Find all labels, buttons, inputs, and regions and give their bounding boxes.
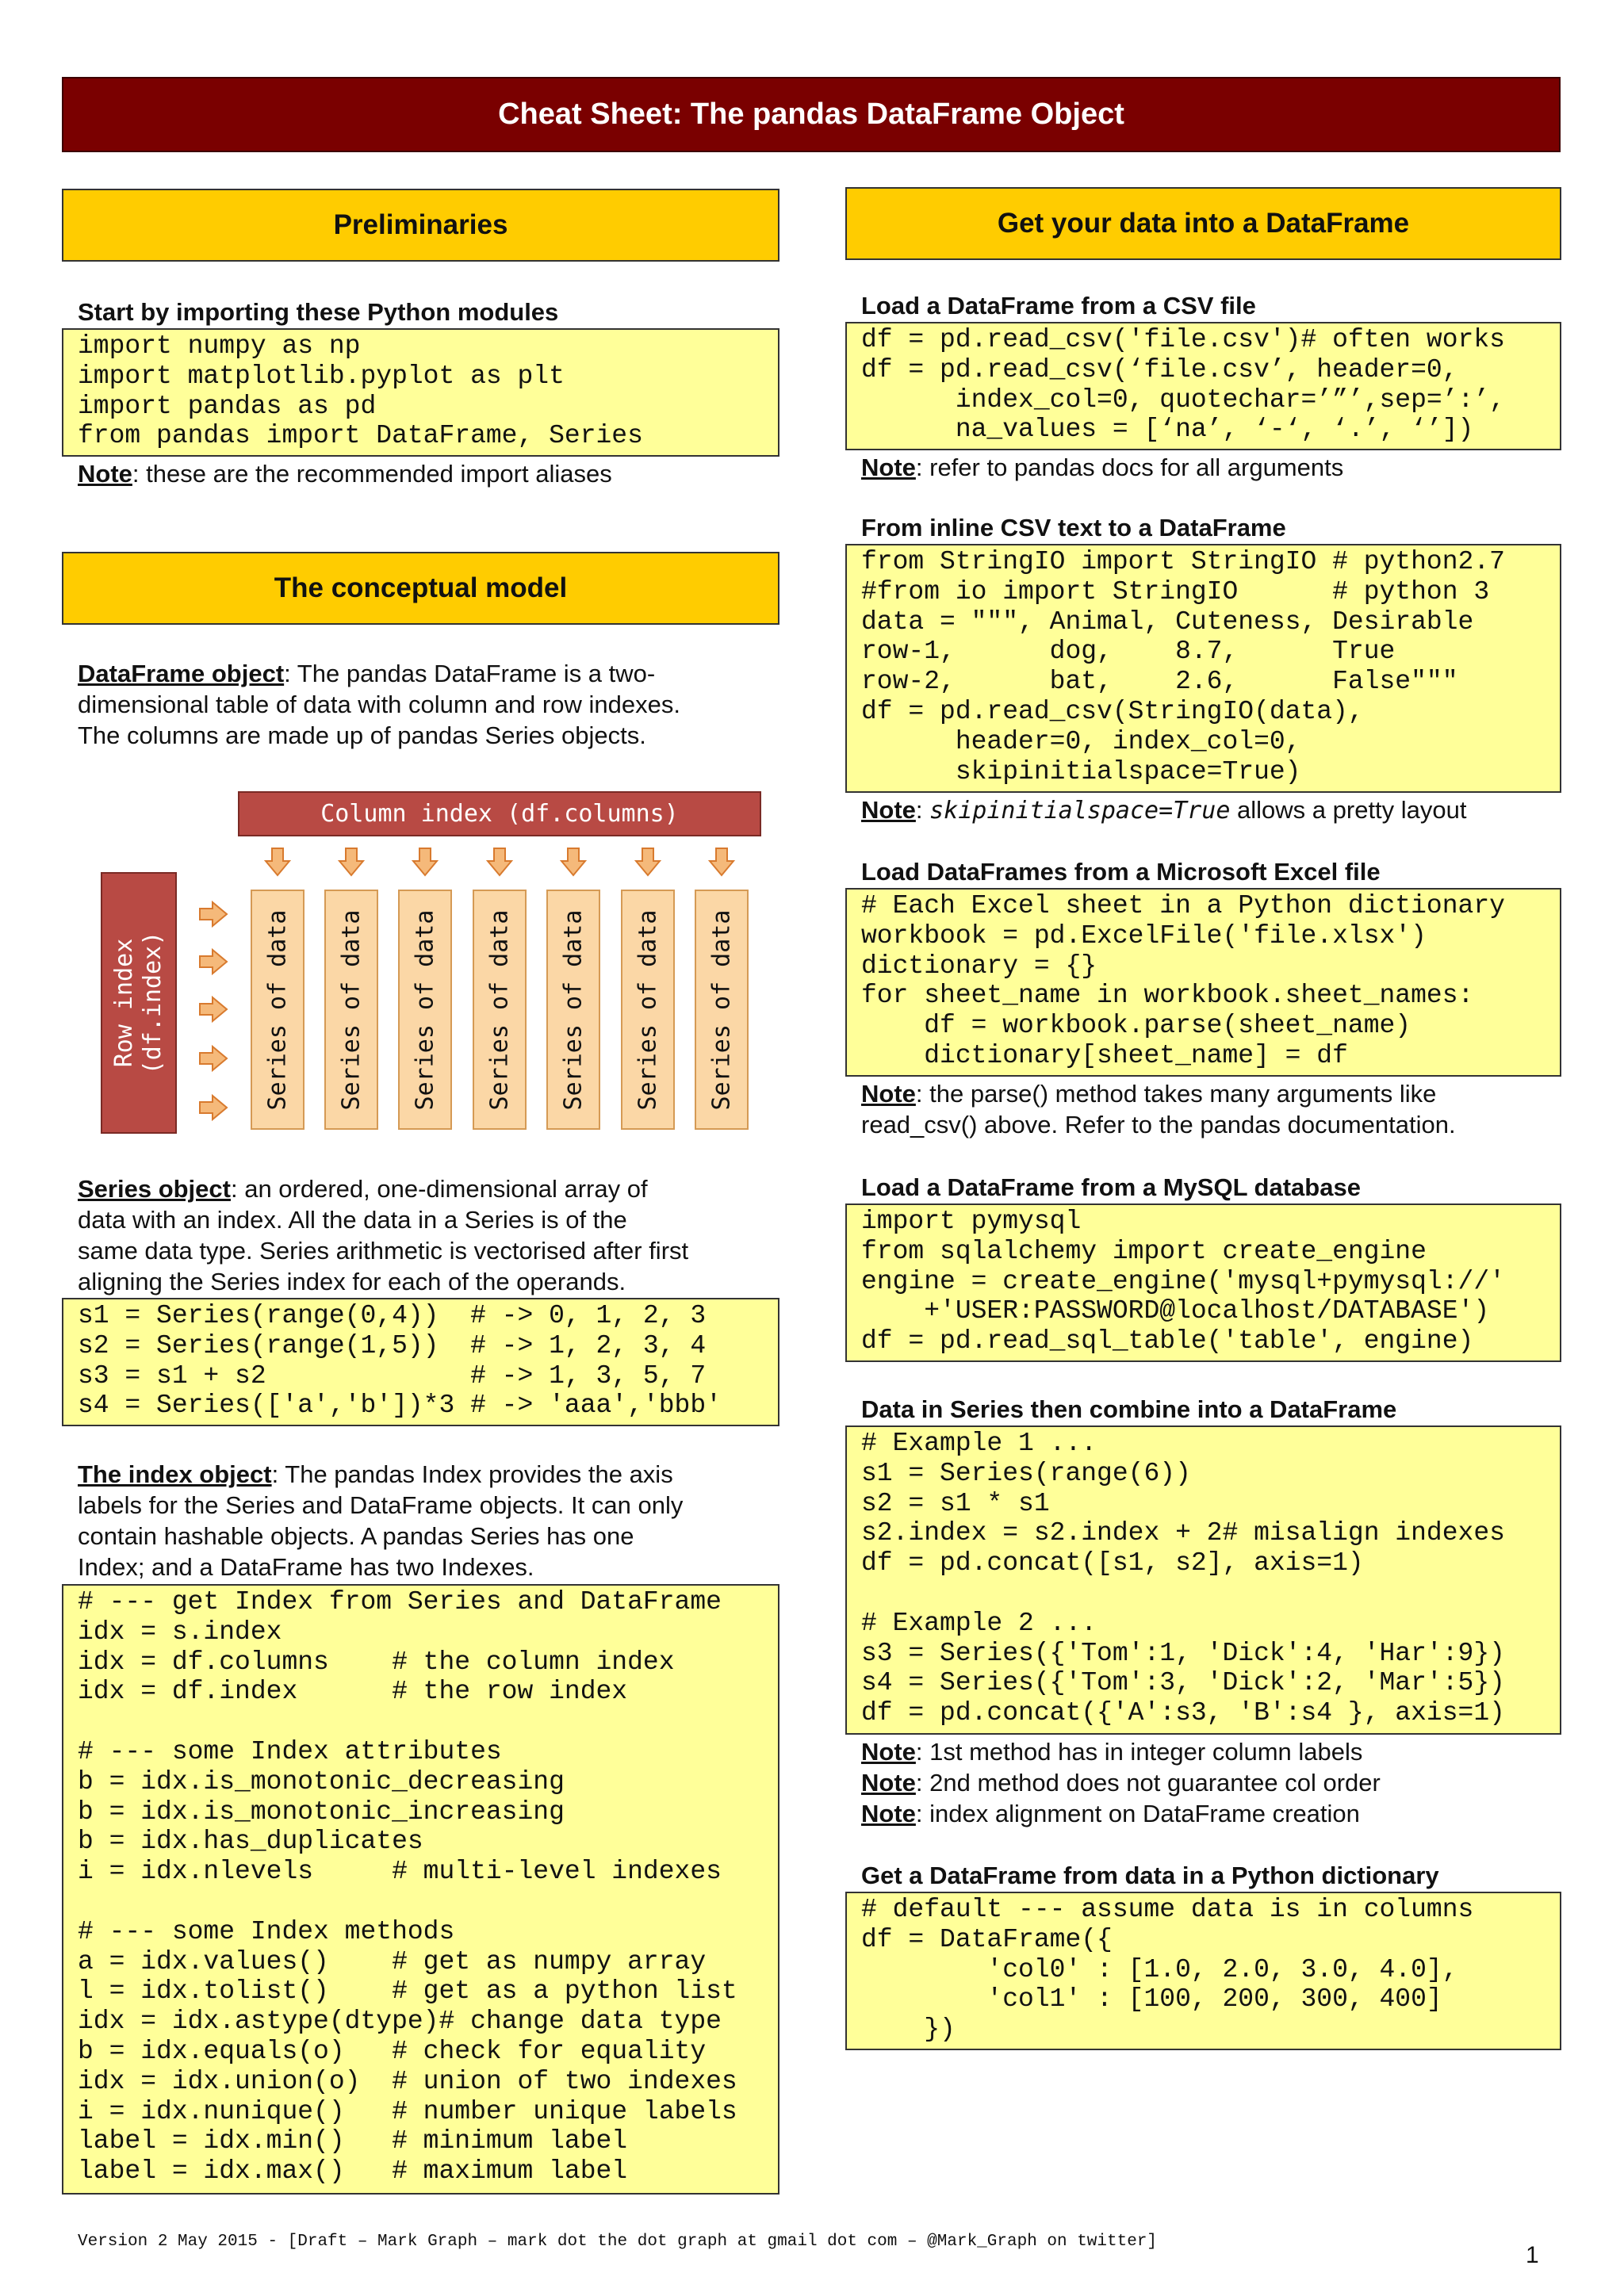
prose-line: data with an index. All the data in a Series is of the [78, 1206, 627, 1234]
note-label: Note [861, 796, 916, 824]
series-column [324, 890, 378, 1130]
series-column-label: Series of data [263, 909, 292, 1110]
note-text: read_csv() above. Refer to the pandas documentation. [861, 1111, 1456, 1138]
excel-note [861, 1078, 1456, 1140]
row-index-bar [101, 872, 177, 1134]
prose-line: : an ordered, one-dimensional array of [230, 1175, 648, 1203]
down-arrow-icon [708, 847, 735, 881]
mysql-subhead: Load a DataFrame from a MySQL database [861, 1173, 1361, 1201]
series-column [398, 890, 452, 1130]
series-column [473, 890, 527, 1130]
csv-code-block [845, 322, 1561, 450]
series-object-description [78, 1173, 688, 1297]
series-column-label: Series of data [485, 909, 514, 1110]
footer-text: Version 2 May 2015 - [Draft – Mark Graph – mark dot the dot graph at gmail dot com – @Mark_Graph on twitter] [78, 2233, 1158, 2251]
note-label: Note [861, 1800, 916, 1827]
series-column [621, 890, 675, 1130]
mysql-code: import pymysql from sqlalchemy import create_engine engine = create_engine('mysql+pymysql://' +'USER:PASSWORD@localhost/DATABASE') df = pd.read_sql_table('table', engine) [861, 1207, 1505, 1357]
note-code: skipinitialspace=True [929, 797, 1231, 825]
index-code-block [62, 1584, 779, 2195]
prose-line: Index; and a DataFrame has two Indexes. [78, 1553, 534, 1581]
note-text: allows a pretty layout [1230, 796, 1467, 824]
series-code-block [62, 1298, 779, 1426]
note-label: Note [861, 1738, 916, 1766]
prose-line: labels for the Series and DataFrame objects. It can only [78, 1491, 684, 1519]
dict-subhead: Get a DataFrame from data in a Python dictionary [861, 1862, 1439, 1889]
series-object-label: Series object [78, 1175, 231, 1203]
note-colon: : [915, 796, 930, 824]
index-code: # --- get Index from Series and DataFrame idx = s.index idx = df.columns # the column index idx = df.index # the row index # --- some Index attributes b = idx.is_monotonic_decreasing b = idx.is_monotonic_increasing b = idx.has_duplicates i = idx.nlevels # multi-level indexes # --- some Index methods a = idx.values() # get as numpy array l = idx.tolist() # get as a python list idx = idx.astype(dtype)# change data type b = idx.equals(o) # check for equality idx = idx.union(o) # union of two indexes i = idx.nunique() # number unique labels label = idx.min() # minimum label label = idx.max() # maximum label [78, 1587, 737, 2187]
note-text: : index alignment on DataFrame creation [915, 1800, 1360, 1827]
note-text: : the parse() method takes many arguments like [915, 1080, 1437, 1108]
prelim-code-block [62, 328, 779, 457]
prose-line: The columns are made up of pandas Series objects. [78, 721, 646, 749]
column-index-bar: Column index (df.columns) [238, 791, 761, 836]
row-index-line: Row index [110, 938, 138, 1068]
down-arrow-icon [634, 847, 661, 881]
note-label: Note [861, 1080, 916, 1108]
csv-note [861, 452, 1343, 483]
combine-notes [861, 1736, 1381, 1829]
prose-line: same data type. Series arithmetic is vectorised after first [78, 1237, 689, 1265]
combine-subhead: Data in Series then combine into a DataFrame [861, 1395, 1397, 1423]
note-label: Note [861, 1769, 916, 1797]
inline-csv-subhead: From inline CSV text to a DataFrame [861, 514, 1286, 541]
note-label: Note [78, 460, 132, 488]
dataframe-object-label: DataFrame object [78, 660, 285, 687]
down-arrow-icon [264, 847, 291, 881]
prose-line: dimensional table of data with column and row indexes. [78, 691, 680, 718]
right-arrow-icon [198, 1094, 228, 1125]
right-arrow-icon [198, 948, 228, 979]
prose-line: contain hashable objects. A pandas Series has one [78, 1522, 634, 1550]
prose-line: : The pandas Index provides the axis [271, 1460, 673, 1488]
note-text: : refer to pandas docs for all arguments [915, 453, 1344, 481]
series-column-label: Series of data [337, 909, 366, 1110]
inline-csv-code-block [845, 544, 1561, 793]
mysql-code-block [845, 1203, 1561, 1362]
inline-csv-note [861, 794, 1467, 826]
prelim-code: import numpy as np import matplotlib.pyplot as plt import pandas as pd from pandas import DataFrame, Series [78, 331, 643, 451]
dict-code-block [845, 1892, 1561, 2050]
combine-code-block [845, 1425, 1561, 1735]
combine-code: # Example 1 ... s1 = Series(range(6)) s2 = s1 * s1 s2.index = s2.index + 2# misalign indexes df = pd.concat([s1, s2], axis=1) # Example 2 ... s3 = Series({'Tom':1, 'Dick':4, 'Har':9}) s4 = Series({'Tom':3, 'Dick':2, 'Mar':5}) df = pd.concat({'A':s3, 'B':s4 }, axis=1) [861, 1429, 1505, 1728]
series-column-label: Series of data [559, 909, 588, 1110]
note-text: : 2nd method does not guarantee col order [915, 1769, 1381, 1797]
preliminaries-header: Preliminaries [62, 189, 779, 262]
right-arrow-icon [198, 901, 228, 932]
csv-code: df = pd.read_csv('file.csv')# often works df = pd.read_csv(‘file.csv’, header=0, index_col=0, quotechar=’”’,sep=’:’, na_values = [‘na’, ‘-‘, ‘.’, ‘’]) [861, 325, 1505, 445]
row-index-label [110, 932, 167, 1075]
prose-line: : The pandas DataFrame is a two- [284, 660, 656, 687]
index-object-label: The index object [78, 1460, 272, 1488]
csv-subhead: Load a DataFrame from a CSV file [861, 292, 1256, 320]
row-index-line: (df.index) [139, 931, 167, 1075]
down-arrow-icon [560, 847, 587, 881]
series-column-label: Series of data [411, 909, 439, 1110]
note-label: Note [861, 453, 916, 481]
note-text: : 1st method has in integer column labels [915, 1738, 1363, 1766]
down-arrow-icon [338, 847, 365, 881]
excel-subhead: Load DataFrames from a Microsoft Excel file [861, 858, 1381, 886]
series-column [546, 890, 600, 1130]
excel-code-block [845, 888, 1561, 1077]
series-column-label: Series of data [707, 909, 736, 1110]
series-column [695, 890, 749, 1130]
series-column [251, 890, 304, 1130]
conceptual-model-header: The conceptual model [62, 552, 779, 625]
get-data-header: Get your data into a DataFrame [845, 187, 1561, 260]
down-arrow-icon [412, 847, 439, 881]
series-column-label: Series of data [634, 909, 662, 1110]
note-text: : these are the recommended import aliases [132, 460, 612, 488]
series-code: s1 = Series(range(0,4)) # -> 0, 1, 2, 3 s2 = Series(range(1,5)) # -> 1, 2, 3, 4 s3 = s1 + s2 # -> 1, 3, 5, 7 s4 = Series(['a','b'])*3 # -> 'aaa','bbb' [78, 1301, 722, 1421]
right-arrow-icon [198, 1045, 228, 1076]
excel-code: # Each Excel sheet in a Python dictionary workbook = pd.ExcelFile('file.xlsx') dictionary = {} for sheet_name in workbook.sheet_names: df = workbook.parse(sheet_name) dictionary[sheet_name] = df [861, 891, 1505, 1070]
prelim-subhead: Start by importing these Python modules [78, 298, 559, 326]
prose-line: aligning the Series index for each of the operands. [78, 1268, 626, 1295]
dataframe-object-description [78, 658, 680, 751]
prelim-note [78, 458, 612, 489]
index-object-description [78, 1459, 683, 1582]
page-title: Cheat Sheet: The pandas DataFrame Object [62, 77, 1561, 152]
page-number: 1 [1526, 2242, 1539, 2268]
down-arrow-icon [486, 847, 513, 881]
dict-code: # default --- assume data is in columns df = DataFrame({ 'col0' : [1.0, 2.0, 3.0, 4.0], 'col1' : [100, 200, 300, 400] }) [861, 1895, 1474, 2045]
right-arrow-icon [198, 996, 228, 1027]
inline-csv-code: from StringIO import StringIO # python2.7 #from io import StringIO # python 3 data = """, Animal, Cuteness, Desirable row-1, dog, 8.7, True row-2, bat, 2.6, False""" df = pd.read_csv(StringIO(data), header=0, index_col=0, skipinitialspace=True) [861, 547, 1505, 786]
